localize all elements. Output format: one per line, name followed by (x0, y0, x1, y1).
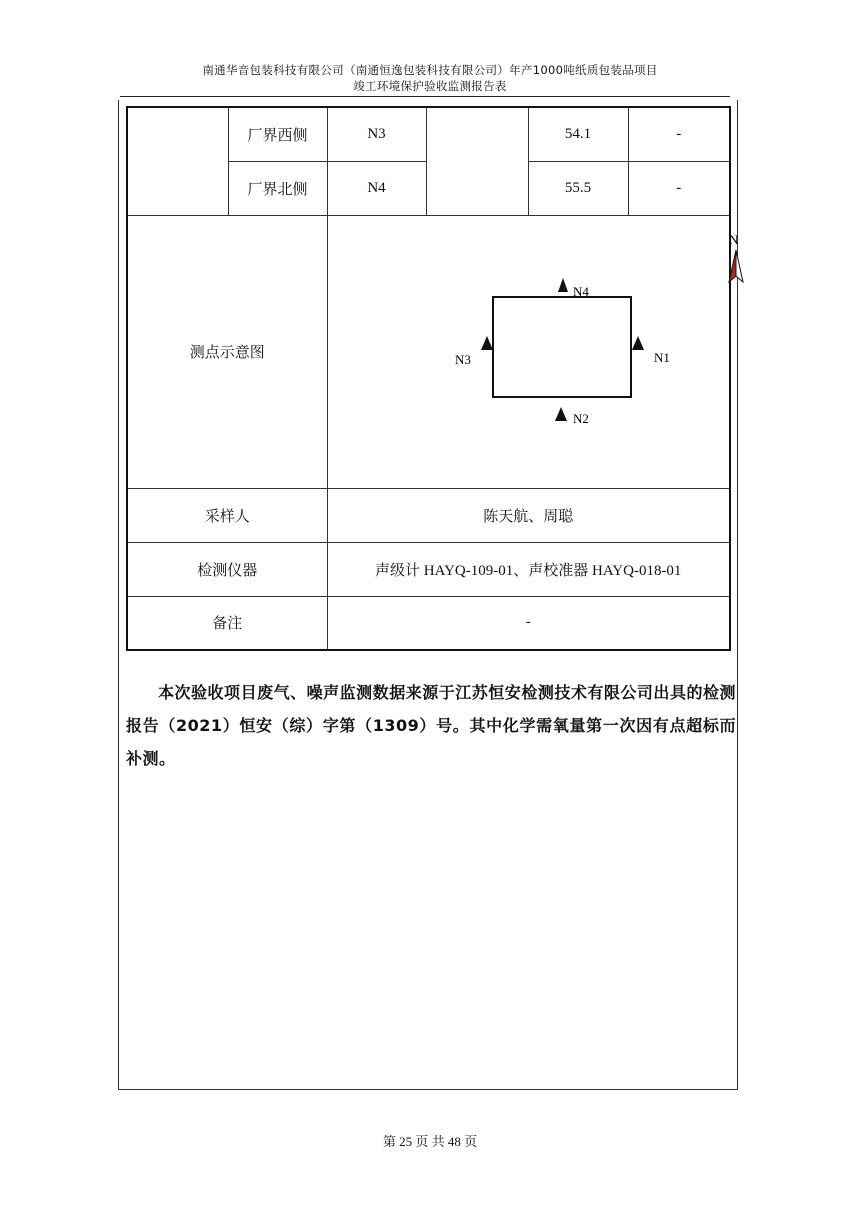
instrument-label: 检测仪器 (127, 542, 327, 596)
diagram-cell (327, 215, 730, 488)
n3-marker-icon (481, 336, 493, 350)
header-rule (120, 96, 730, 97)
n1-label: N1 (653, 349, 670, 365)
table-row (127, 488, 730, 542)
value-cell: 54.1 (528, 107, 628, 161)
diagram-label: 测点示意图 (127, 215, 327, 488)
n1-marker-icon (632, 336, 644, 350)
document-header (120, 62, 740, 94)
location-cell: 厂界西侧 (228, 107, 327, 161)
point-cell: N3 (327, 107, 426, 161)
n2-label: N2 (572, 410, 589, 426)
diagram-row (127, 215, 730, 488)
north-arrow-icon (724, 232, 748, 288)
measurement-point-diagram (328, 216, 730, 488)
monitoring-table (126, 106, 731, 651)
sampler-label: 采样人 (127, 488, 327, 542)
n4-label: N4 (572, 283, 589, 299)
limit-cell: - (628, 107, 730, 161)
table-row (127, 542, 730, 596)
location-cell: 厂界北侧 (228, 161, 327, 215)
merged-cell (127, 107, 228, 215)
plant-boundary (493, 297, 631, 397)
n2-marker-icon (555, 407, 567, 421)
table-row (127, 107, 730, 161)
north-arrow (724, 232, 748, 288)
sampler-value: 陈天航、周聪 (327, 488, 730, 542)
diagram-svg (328, 216, 727, 488)
limit-cell: - (628, 161, 730, 215)
n4-marker-icon (558, 278, 568, 292)
north-label: N (729, 232, 739, 247)
instrument-value: 声级计 HAYQ-109-01、声校准器 HAYQ-018-01 (327, 542, 730, 596)
header-title: 南通华音包装科技有限公司（南通恒逸包装科技有限公司）年产1000吨纸质包装品项目 (202, 63, 658, 77)
n3-label: N3 (454, 351, 471, 367)
remark-value: - (327, 596, 730, 650)
value-cell: 55.5 (528, 161, 628, 215)
remark-label: 备注 (127, 596, 327, 650)
table-row (127, 596, 730, 650)
header-subtitle: 竣工环境保护验收监测报告表 (353, 79, 507, 93)
point-cell: N4 (327, 161, 426, 215)
merged-cell (426, 107, 528, 215)
note-paragraph: 本次验收项目废气、噪声监测数据来源于江苏恒安检测技术有限公司出具的检测报告（2021）恒安（综）字第（1309）号。其中化学需氧量第一次因有点超标而补测。 (126, 683, 736, 768)
page-number: 第 25 页 共 48 页 (382, 1134, 478, 1149)
